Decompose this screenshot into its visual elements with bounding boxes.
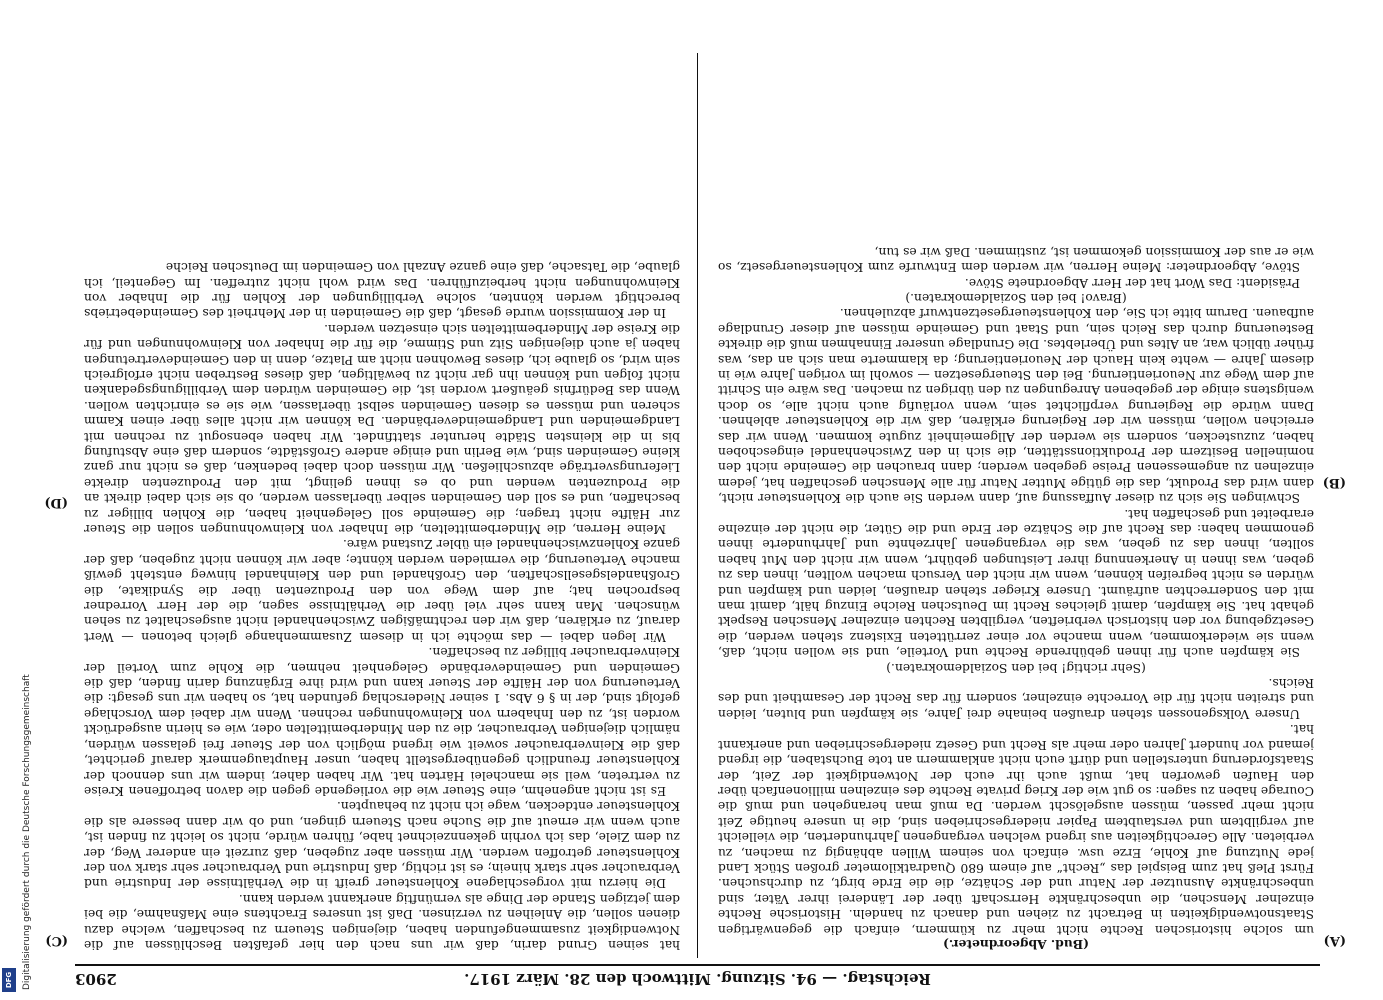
- speaker-note: (Bud. Abgeordneter.): [943, 937, 1089, 952]
- margin-marker-a: (A): [1323, 933, 1346, 948]
- dfg-logo: [2, 968, 16, 992]
- paragraph: Unsere Volksgenossen stehen draußen beinahe drei Jahre, sie kämpfen und bluten, leiden und streiten nicht für die Vorrechte einzelner, sondern für das Recht der Gesamtheit und des Reichs.: [718, 676, 1314, 721]
- margin-marker-b: (B): [1322, 475, 1346, 490]
- right-column: [84, 52, 680, 952]
- running-title: Reichstag. — 94. Sitzung. Mittwoch den 28. März 1917.: [464, 970, 931, 988]
- digitization-credit: [6, 600, 32, 990]
- column-divider: [697, 53, 698, 958]
- margin-marker-c: (C): [45, 933, 68, 948]
- speaker-paragraph: Stöve, Abgeordneter: Meine Herren, wir werden dem Entwurfe zum Kohlensteuergesetz, so wie er aus der Kommission gekommen ist, zustimmen. Daß wir es tun,: [718, 244, 1314, 275]
- paragraph: hat seinen Grund darin, daß wir uns nach den hier gefaßten Beschlüssen auf die Notwendigkeit zusammengefunden haben, diejenigen Steuern zu beschaffen, welche dazu dienen sollen, die Anleihen zu verzinsen. Daß ist unseres Erachtens eine Maßnahme, die bei dem jetzigen Stande der Dinge als vernünftig anerkannt werden kann.: [84, 891, 680, 952]
- paragraph: Wir legen dabei — das möchte ich in diesem Zusammenhange gleich betonen — Wert darauf, zu erklären, daß wir den rechtmäßigen Zwischenhandel nicht ausgeschaltet zu sehen wünschen. Man kann sehr viel über die Verhältnisse sagen, die der Herr Vorredner besprochen hat; auf dem Wege von den Produzenten über die Syndikate, die Großhandelsgesellschaften, den Großhandel und den Kleinhandel hinweg entsteht gewiß manche Verteuerung, die vermieden werden könnte; aber wir können nicht zugeben, daß der ganze Kohlenzwischenhandel ein übler Zustand wäre.: [84, 537, 680, 644]
- credit-text: Digitalisierung gefördert durch die Deutsche Forschungsgemeinschaft: [22, 674, 32, 990]
- interjection: (Sehr richtig! bei den Sozialdemokraten.): [886, 660, 1146, 675]
- paragraph: Es ist nicht angenehm, eine Steuer wie die vorliegende gegen die davon betroffenen Kreise zu vertreten, weil sie manchelei Härten hat. Wir haben daher, indem wir uns dennoch der Kohlensteuer freundlich gegenübergestellt haben, unser Hauptaugenmerk darauf gerichtet, daß die Kleinverbraucher soweit wie irgend möglich von der Steuer frei gelassen würden, nämlich diejenigen Verbraucher, die zu den Minderbemittelten oder, wie es hierin ausgedrückt worden ist, zu den Inhabern von Kleinwohnungen rechnen. Wenn wir dabei dem Vorschlage gefolgt sind, der in § 6 Abs. 1 seiner Niederschlag gefunden hat, so haben wir uns gesagt: die Verteuerung von der Hälfte der Steuer kann und wird ihre Ergänzung darin finden, daß die Gemeinden und Gemeindeverbände Gelegenheit nehmen, die Kohle zum Vorteil der Kleinverbraucher billiger zu beschaffen.: [84, 645, 680, 798]
- interjection: (Bravo! bei den Sozialdemokraten.): [905, 290, 1127, 305]
- margin-marker-d: (D): [44, 495, 68, 510]
- president-statement: Präsident: Das Wort hat der Herr Abgeordnete Stöve.: [964, 275, 1300, 290]
- paragraph: In der Kommission wurde gesagt, daß die Gemeinden in der Mehrheit des Gemeindebetriebs berechtigt werden könnten, solche Verbilligungen der Kohlen für die Inhaber von Kleinwohnungen nicht herbeizuführen. Das wird wohl nicht zutreffen. Im Gegenteil, ich glaube, die Tatsache, daß eine ganze Anzahl von Gemeinden im Deutschen Reiche: [84, 260, 680, 321]
- page-header: [75, 964, 1320, 990]
- paragraph: Meine Herren, die Minderbemittelten, die Inhaber von Kleinwohnungen sollen die Steuer zur Hälfte nicht tragen; die Gemeinde soll Gelegenheit haben, die Kohlen billiger zu beschaffen, und es soll den Gemeinden selber überlassen werden, ob sie sich dabei direkt an die Produzenten wenden und ob es ihnen gelingt, mit den Produzenten direkte Lieferungsverträge abzuschließen. Wir müssen doch dabei bedenken, daß es nicht nur ganz kleine Gemeinden sind, wie Berlin und einige andere Großstädte, sondern daß eine Abstufung bis in die kleinsten Städte herunter stattfindet. Wir haben ebensogut zu rechnen mit Landgemeinden und Landgemeindeverbänden. Da können wir nicht alles über einen Kamm scheren und müssen es diesen Gemeinden selbst überlassen, wie sie es einrichten wollen. Wenn das Bedürfnis geäußert worden ist, die Gemeinden würden dem Verbilligungsgedanken nicht folgen und können ihn gar nicht zu bewältigen, daß dieses Bestreben nicht erfolgreich sein wird, so glaube ich, dieses Bewohnen nicht am Platze, denn in den Gemeindevertretungen haben ja auch diejenigen Sitz und Stimme, die für die Inhaber von Kleinwohnungen und für die Kreise der Minderbemittelten sich einsetzen werden.: [84, 321, 680, 537]
- paragraph: Sie kämpfen auch für ihnen gebührende Rechte und Vorteile, und sie wollen nicht, daß, wenn sie wiederkommen, wenn manche vor einer zerrütteten Existenz stehen werden, die Gesetzgebung vor den historisch verbrieften, vergilbten Rechten einzelner Menschen Respekt gehabt hat. Sie kämpfen, damit gleiches Recht im Deutschen Reiche Einzug hält, damit man mit den Sonderrechten aufräumt. Unsere Krieger stehen draußen, leiden und kämpfen und würden es nicht begreifen können, wenn wir nicht den Versuch machen wollten, ihnen das zu geben, was ihnen in Anerkennung ihrer Leistungen gebührt, wenn wir nicht den Mut haben sollten, ihnen das zu geben, was die vergangenen Jahrzehnte und Jahrhunderte ihnen genommen haben: das Recht auf die Schätze der Erde und die Güter, die nicht der einzelne erarbeitet und geschaffen hat.: [718, 506, 1314, 660]
- left-column: [718, 52, 1314, 952]
- page-number: 2903: [75, 970, 117, 988]
- paragraph: Die hierzu mit vorgeschlagene Kohlensteuer greift in die Verhältnisse der Industrie und Verbraucher sehr stark hinein; es ist richtig, daß Industrie und Verbraucher sehr stark von der Kohlensteuer getroffen werden. Wir müssen aber zugeben, daß zurzeit ein anderer Weg, der zu dem Ziele, das ich vorhin gekennzeichnet habe, führen würde, nicht so leicht zu finden ist, auch wenn wir erneut auf die Suche nach Steuern gingen, und ob wir dann bessere als die Kohlensteuer entdecken, wage ich nicht zu behaupten.: [84, 799, 680, 891]
- scanned-page: [44, 45, 1346, 990]
- paragraph: um solche historischen Rechte nicht mehr zu kümmern, einfach die gegenwärtigen Staatsnotwendigkeiten in Betracht zu ziehen und danach zu handeln. Historische Rechte einzelner Menschen, die unbeschränkte Herrschaft über der Länderei ihrer Väter, sind unbeschränkte Ausnutzer der Natur und der Schätze, die die Erde birgt, zu durchsuchen. Fürst Pleß hat zum Beispiel das „Recht“ auf einem 680 Quadratkilometer großen Stück Land jede Nutzung auf Kohle, Erze usw. einfach von seinem Willen abhängig zu machen, zu verbieten. Alle Gerechtigkeiten aus irgend welchen vergangenen Jahrhunderten, die vielleicht auf vergilbtem und verstaubtem Papier niedergeschrieben sind, die in unsere heutige Zeit nicht mehr passen, müssen ausgelöscht werden. Da muß man herangehen und muß die Courage haben zu sagen: so gut wie der Krieg private Rechte des einzelnen millionenfach über den Haufen geworfen hat, mußt auch ihr euch der Notwendigkeit der Zeit, der Staatsforderung unterstellen und dürft euch nicht anklammern an tote Buchstaben, die irgend jemand vor hundert Jahren oder mehr als Recht und Gesetz niedergeschrieben und anerkannt hat.: [718, 722, 1314, 937]
- paragraph: Schwingen Sie sich zu dieser Auffassung auf, dann werden Sie auch die Kohlensteuer nicht, dann wird das Produkt, das die gütige Mutter Natur für alle Menschen geschaffen hat, jedem einzelnen zu angemessenen Preise gegeben werden; dann brauchen die Gemeinde nicht den nominellen Besitzern der Produktionsstätten, die sich in den Zwischenhandel eingeschoben haben, zuzustecken, sondern sie werden der Allgemeinheit zugute kommen. Wenn wir das erreichen wollen, müssen wir der Regierung erklären, daß wir die Kohlensteuer ablehnen. Dann würde die Regierung verpflichtet sein, wenn vorläufig auch nicht alle, so doch wenigstens einige der gegebenen Anregungen zu den übrigen zu machen. Das wäre ein Schritt auf dem Wege zur Neuorientierung. Bei den Steuergesetzen — sowohl im vorigen Jahre wie in diesem Jahre — wehte kein Hauch der Neuorientierung; da klammerte man sich an das, was früher üblich war, an Altes und Überlebtes. Die Grundlage unserer Einnahmen muß die direkte Besteuerung durch das Reich sein, und Staat und Gemeinde müssen auf dieser Grundlage aufbauen. Darum bitte ich Sie, den Kohlensteuergesetzentwurf abzulehnen.: [718, 306, 1314, 506]
- dfg-logo-text: DFG: [5, 971, 13, 989]
